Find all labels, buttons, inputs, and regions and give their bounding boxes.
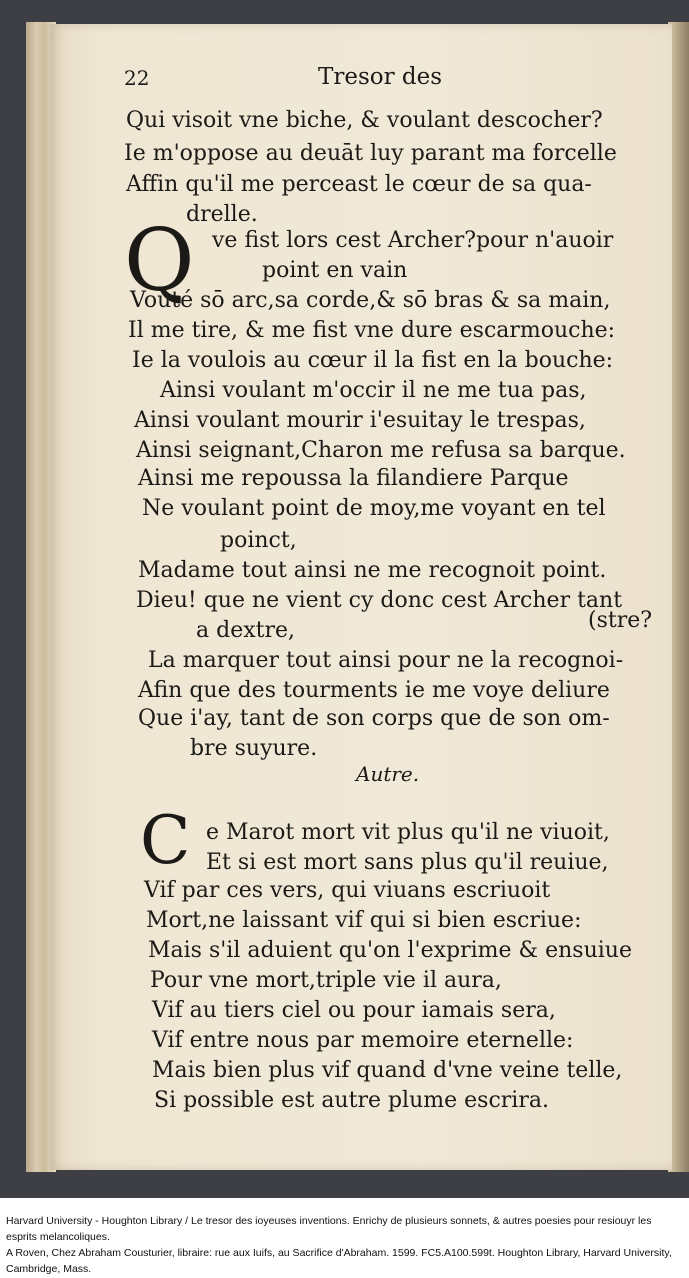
verse-line: e Marot mort vit plus qu'il ne viuoit, — [206, 820, 610, 845]
verse-line: drelle. — [186, 202, 258, 227]
page-number: 22 — [124, 66, 150, 90]
verse-line: Vif par ces vers, qui viuans escriuoit — [144, 878, 551, 903]
verse-line: Mort,ne laissant vif qui si bien escriue: — [146, 908, 582, 933]
verse-line: Ie la voulois au cœur il la fist en la bouche: — [132, 348, 614, 373]
verse-line: point en vain — [262, 258, 408, 283]
verse-line: Ne voulant point de moy,me voyant en tel — [142, 496, 606, 521]
verse-line: Vouté sō arc,sa corde,& sō bras & sa main, — [130, 288, 611, 313]
verse-line: Afin que des tourments ie me voye deliure — [138, 678, 610, 703]
verse-line: poinct, — [220, 528, 297, 553]
caption-line: A Roven, Chez Abraham Cousturier, libraire: rue aux Iuifs, au Sacrifice d'Abraham. 1599. FC5.A100.599t. Houghton Library, Harvard University, Cambridge, Mass. — [6, 1247, 672, 1275]
verse-line: Si possible est autre plume escrira. — [154, 1088, 549, 1113]
verse-line: Ainsi voulant mourir i'esuitay le trespas, — [134, 408, 586, 433]
running-head: Tresor des — [318, 64, 443, 90]
verse-line: Qui visoit vne biche, & voulant descocher? — [126, 108, 603, 133]
verse-line: Affin qu'il me perceast le cœur de sa qua- — [126, 172, 592, 197]
section-heading: Autre. — [356, 762, 420, 786]
verse-line: Ainsi me repoussa la filandiere Parque — [138, 466, 569, 491]
verse-line: bre suyure. — [190, 736, 318, 761]
drop-cap-initial: C — [140, 802, 191, 879]
verse-line: Ainsi voulant m'occir il ne me tua pas, — [160, 378, 587, 403]
verse-line: a dextre, — [196, 618, 295, 643]
verse-line: Vif au tiers ciel ou pour iamais sera, — [152, 998, 556, 1023]
verse-line: Vif entre nous par memoire eternelle: — [152, 1028, 574, 1053]
verse-line: Mais s'il aduient qu'on l'exprime & ensuiue — [148, 938, 632, 963]
turnover-line: (stre? — [588, 608, 653, 633]
verse-line: Ainsi seignant,Charon me refusa sa barque. — [136, 438, 626, 463]
verse-line: ve fist lors cest Archer?pour n'auoir — [212, 228, 614, 253]
image-caption — [6, 1213, 683, 1277]
verse-line: Madame tout ainsi ne me recognoit point. — [138, 558, 607, 583]
verse-line: Et si est mort sans plus qu'il reuiue, — [206, 850, 609, 875]
verse-line: Il me tire, & me fist vne dure escarmouche: — [128, 318, 616, 343]
verse-line: La marquer tout ainsi pour ne la recognoi- — [148, 648, 624, 673]
verse-line: Mais bien plus vif quand d'vne veine telle, — [152, 1058, 623, 1083]
verse-line: Pour vne mort,triple vie il aura, — [150, 968, 502, 993]
caption-line: Harvard University - Houghton Library / Le tresor des ioyeuses inventions. Enrichy de plusieurs sonnets, & autres poesies pour resiouyr les esprits melancoliques. — [6, 1215, 652, 1243]
verse-line: Que i'ay, tant de son corps que de son om- — [138, 706, 610, 731]
verse-line: Dieu! que ne vient cy donc cest Archer tant — [136, 588, 623, 613]
verse-line: Ie m'oppose au deuāt luy parant ma forcelle — [124, 141, 617, 166]
drop-cap-initial: Q — [124, 211, 195, 311]
